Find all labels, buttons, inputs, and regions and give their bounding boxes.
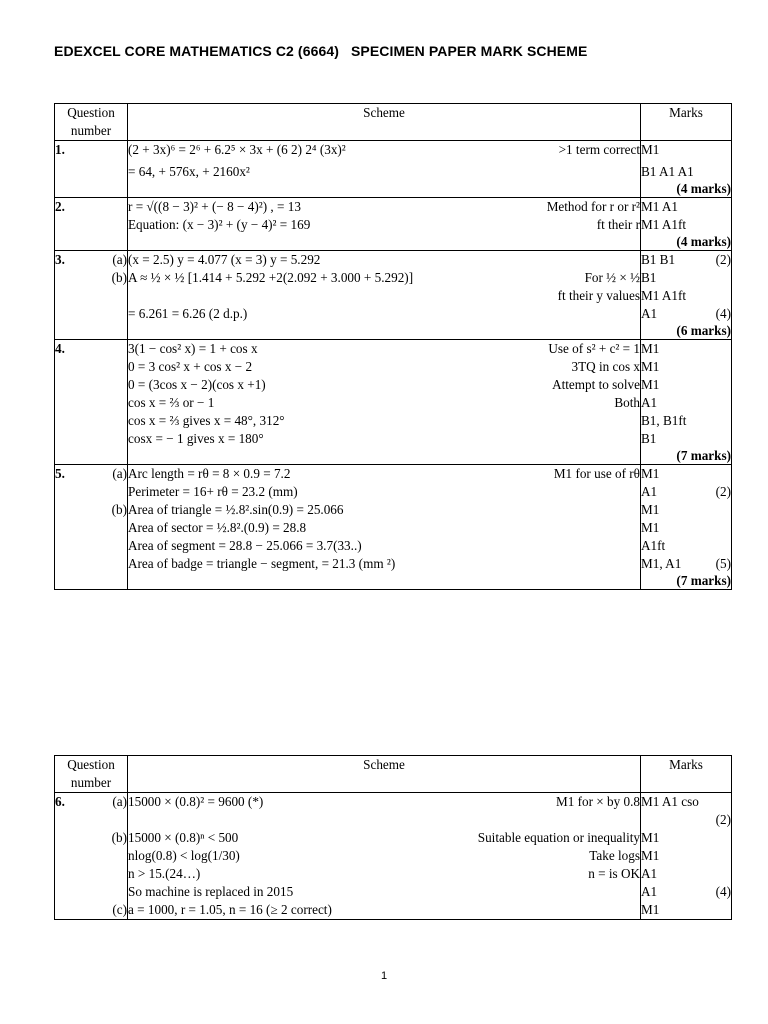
- scheme-note: n = is OK: [588, 866, 640, 881]
- mark-award: A1ft: [641, 538, 666, 553]
- scheme-note: Method for r or r²: [546, 199, 640, 214]
- mark-line: [641, 251, 731, 269]
- scheme-line: [128, 465, 640, 483]
- mark-line: [641, 198, 731, 216]
- question-number-row: [55, 198, 127, 216]
- question-number: 6.: [55, 794, 65, 809]
- mark-award: B1, B1ft: [641, 413, 687, 428]
- header-scheme: Scheme: [128, 756, 641, 793]
- question-number-row: [55, 793, 127, 811]
- question-number: 1.: [55, 142, 65, 157]
- mark-subtotal: (2): [715, 484, 731, 499]
- scheme-working: (x = 2.5) y = 4.077 (x = 3) y = 5.292: [128, 252, 321, 267]
- scheme-cell: [128, 793, 641, 920]
- mark-award: M1: [641, 848, 660, 863]
- mark-line: [641, 141, 731, 163]
- mark-line: [641, 163, 731, 181]
- mark-line: [641, 376, 731, 394]
- scheme-note: 3TQ in cos x: [571, 359, 640, 374]
- scheme-working: So machine is replaced in 2015: [128, 884, 294, 899]
- scheme-line: [128, 287, 640, 305]
- scheme-working: = 64, + 576x, + 2160x²: [128, 164, 250, 179]
- mark-subtotal: (5): [715, 556, 731, 571]
- mark-subtotal: (4): [715, 884, 731, 899]
- scheme-line: [128, 394, 640, 412]
- mark-subtotal: (2): [715, 252, 731, 267]
- scheme-working: Equation: (x − 3)² + (y − 4)² = 169: [128, 217, 311, 232]
- question-number-row: [55, 141, 127, 163]
- scheme-working: 15000 × (0.8)² = 9600 (*): [128, 794, 264, 809]
- scheme-note: M1 for × by 0.8: [556, 794, 640, 809]
- mark-award: M1 A1ft: [641, 217, 687, 232]
- mark-line: [641, 901, 731, 919]
- marks-total: (7 marks): [676, 448, 731, 463]
- scheme-working: 0 = (3cos x − 2)(cos x +1): [128, 377, 266, 392]
- scheme-spacer: [128, 448, 640, 464]
- scheme-line: [128, 198, 640, 216]
- mark-line: [641, 412, 731, 430]
- scheme-working: r = √((8 − 3)² + (− 8 − 4)²) , = 13: [128, 199, 301, 214]
- mark-line: [641, 287, 731, 305]
- mark-award: M1: [641, 142, 660, 157]
- question-cell: [55, 251, 128, 340]
- marks-total: (4 marks): [676, 234, 731, 249]
- mark-award: B1: [641, 270, 657, 285]
- scheme-line: [128, 412, 640, 430]
- scheme-line: [128, 269, 640, 287]
- scheme-line: [128, 847, 640, 865]
- marks-cell: [641, 340, 732, 465]
- question-cell: [55, 141, 128, 198]
- scheme-working: Area of segment = 28.8 − 25.066 = 3.7(33..): [128, 538, 362, 553]
- scheme-line: [128, 141, 640, 163]
- document-title: EDEXCEL CORE MATHEMATICS C2 (6664) SPECIMEN PAPER MARK SCHEME: [54, 43, 588, 59]
- question-cell: [55, 793, 128, 920]
- scheme-note: ft their r: [596, 217, 640, 232]
- mark-subtotal: (4): [715, 306, 731, 321]
- scheme-line: [128, 501, 640, 519]
- scheme-line: [128, 430, 640, 448]
- mark-award: M1: [641, 377, 660, 392]
- mark-award: A1: [641, 484, 658, 499]
- scheme-cell: [128, 141, 641, 198]
- scheme-line: [128, 305, 640, 323]
- mark-line: [641, 394, 731, 412]
- question-row: [55, 340, 732, 465]
- scheme-working: Area of badge = triangle − segment, = 21.3 (mm ²): [128, 556, 396, 571]
- mark-award: M1: [641, 520, 660, 535]
- mark-scheme-table-1: [54, 103, 732, 590]
- mark-line: [641, 340, 731, 358]
- mark-award: B1 B1: [641, 252, 676, 267]
- question-number-row: [55, 883, 127, 901]
- scheme-line: [128, 519, 640, 537]
- scheme-line: [128, 555, 640, 573]
- mark-line: [641, 358, 731, 376]
- scheme-cell: [128, 198, 641, 251]
- mark-award: M1 A1: [641, 199, 679, 214]
- question-row: [55, 793, 732, 920]
- scheme-line: [128, 537, 640, 555]
- header-scheme: Scheme: [128, 104, 641, 141]
- scheme-working: A ≈ ½ × ½ [1.414 + 5.292 +2(2.092 + 3.000 + 5.292)]: [128, 270, 414, 285]
- scheme-note: Take logs: [589, 848, 640, 863]
- question-part: (a): [112, 794, 127, 809]
- mark-line: [641, 430, 731, 448]
- marks-cell: [641, 141, 732, 198]
- question-number-row: [55, 829, 127, 847]
- question-number: 4.: [55, 341, 65, 356]
- scheme-note: ft their y values: [557, 288, 640, 303]
- scheme-working: Area of triangle = ½.8².sin(0.9) = 25.066: [128, 502, 344, 517]
- scheme-line: [128, 483, 640, 501]
- mark-line: [641, 519, 731, 537]
- mark-award: A1: [641, 884, 658, 899]
- mark-line: [641, 883, 731, 901]
- question-part: (b): [111, 830, 127, 845]
- mark-award: M1: [641, 466, 660, 481]
- scheme-line: [128, 829, 640, 847]
- scheme-line: [128, 251, 640, 269]
- scheme-working: nlog(0.8) < log(1/30): [128, 848, 240, 863]
- scheme-note: >1 term correct: [558, 142, 640, 157]
- mark-line: [641, 501, 731, 519]
- mark-subtotal: (2): [715, 812, 731, 827]
- mark-award: M1, A1: [641, 556, 682, 571]
- page-number: 1: [380, 970, 388, 982]
- scheme-line: [128, 883, 640, 901]
- mark-line: [641, 829, 731, 847]
- mark-line: [641, 269, 731, 287]
- scheme-working: Arc length = rθ = 8 × 0.9 = 7.2: [128, 466, 291, 481]
- question-number-row: [55, 251, 127, 269]
- mark-award: A1: [641, 395, 658, 410]
- mark-award: A1: [641, 306, 658, 321]
- mark-award: M1: [641, 502, 660, 517]
- question-number-row: [55, 847, 127, 865]
- marks-cell: [641, 198, 732, 251]
- scheme-note: Both: [614, 395, 640, 410]
- scheme-spacer: [128, 323, 640, 339]
- marks-cell: [641, 251, 732, 340]
- scheme-working: (2 + 3x)⁶ = 2⁶ + 6.2⁵ × 3x + (6 2) 2⁴ (3x)²: [128, 142, 346, 157]
- scheme-line: [128, 865, 640, 883]
- scheme-working: a = 1000, r = 1.05, n = 16 (≥ 2 correct): [128, 902, 332, 917]
- scheme-line: [128, 340, 640, 358]
- question-cell: [55, 198, 128, 251]
- scheme-spacer: [128, 573, 640, 589]
- question-row: [55, 198, 732, 251]
- scheme-line: [128, 793, 640, 811]
- question-part: (c): [112, 902, 127, 917]
- scheme-working: cos x = ⅔ gives x = 48°, 312°: [128, 413, 285, 428]
- mark-line: [641, 811, 731, 829]
- scheme-note: Suitable equation or inequality: [477, 830, 640, 845]
- mark-award: M1: [641, 359, 660, 374]
- mark-line: [641, 305, 731, 323]
- mark-award: M1: [641, 341, 660, 356]
- question-number-row: [55, 811, 127, 829]
- scheme-note: Attempt to solve: [552, 377, 640, 392]
- scheme-note: Use of s² + c² = 1: [548, 341, 640, 356]
- mark-award: A1: [641, 866, 658, 881]
- scheme-line: [128, 358, 640, 376]
- question-number: 5.: [55, 466, 65, 481]
- header-marks: Marks: [641, 104, 732, 141]
- mark-scheme-table-2: [54, 755, 732, 920]
- mark-line: [641, 847, 731, 865]
- mark-award: B1: [641, 431, 657, 446]
- question-part: (b): [111, 502, 127, 517]
- question-number-row: [55, 340, 127, 358]
- scheme-note: M1 for use of rθ: [553, 466, 640, 481]
- scheme-working: Perimeter = 16+ rθ = 23.2 (mm): [128, 484, 298, 499]
- scheme-line: [128, 376, 640, 394]
- mark-award: M1: [641, 830, 660, 845]
- mark-line: [641, 483, 731, 501]
- scheme-cell: [128, 340, 641, 465]
- header-question-number: Question number: [55, 104, 128, 141]
- scheme-note: For ½ × ½: [584, 270, 640, 285]
- marks-cell: [641, 465, 732, 590]
- mark-line: [641, 865, 731, 883]
- mark-line: [641, 793, 731, 811]
- scheme-working: 15000 × (0.8)ⁿ < 500: [128, 830, 239, 845]
- mark-line: [641, 537, 731, 555]
- scheme-working: 0 = 3 cos² x + cos x − 2: [128, 359, 253, 374]
- mark-line: [641, 216, 731, 234]
- question-cell: [55, 340, 128, 465]
- question-number-row: [55, 465, 127, 483]
- question-number: 3.: [55, 252, 65, 267]
- question-number: 2.: [55, 199, 65, 214]
- scheme-spacer: [128, 234, 640, 250]
- question-row: [55, 141, 732, 198]
- scheme-line: [128, 811, 640, 829]
- question-part: (b): [111, 270, 127, 285]
- question-number-row: [55, 865, 127, 883]
- question-number-row: [55, 483, 127, 501]
- scheme-working: = 6.261 = 6.26 (2 d.p.): [128, 306, 248, 321]
- question-part: (a): [112, 466, 127, 481]
- question-cell: [55, 465, 128, 590]
- header-marks: Marks: [641, 756, 732, 793]
- question-part: (a): [112, 252, 127, 267]
- question-number-row: [55, 901, 127, 919]
- mark-award: M1: [641, 902, 660, 917]
- scheme-line: [128, 901, 640, 919]
- scheme-cell: [128, 465, 641, 590]
- marks-total: (7 marks): [676, 573, 731, 588]
- marks-cell: [641, 793, 732, 920]
- scheme-working: cosx = − 1 gives x = 180°: [128, 431, 264, 446]
- mark-award: M1 A1ft: [641, 288, 687, 303]
- marks-total: (6 marks): [676, 323, 731, 338]
- scheme-line: [128, 163, 640, 181]
- scheme-spacer: [128, 181, 640, 197]
- mark-award: B1 A1 A1: [641, 164, 694, 179]
- scheme-line: [128, 216, 640, 234]
- scheme-working: Area of sector = ½.8².(0.9) = 28.8: [128, 520, 307, 535]
- question-number-row: [55, 269, 127, 287]
- question-row: [55, 251, 732, 340]
- scheme-cell: [128, 251, 641, 340]
- header-question-number: Question number: [55, 756, 128, 793]
- scheme-working: cos x = ⅔ or − 1: [128, 395, 215, 410]
- mark-award: M1 A1 cso: [641, 794, 699, 809]
- mark-line: [641, 465, 731, 483]
- question-number-row: [55, 501, 127, 519]
- question-row: [55, 465, 732, 590]
- scheme-working: n > 15.(24…): [128, 866, 201, 881]
- marks-total: (4 marks): [676, 181, 731, 196]
- scheme-working: 3(1 − cos² x) = 1 + cos x: [128, 341, 258, 356]
- mark-line: [641, 555, 731, 573]
